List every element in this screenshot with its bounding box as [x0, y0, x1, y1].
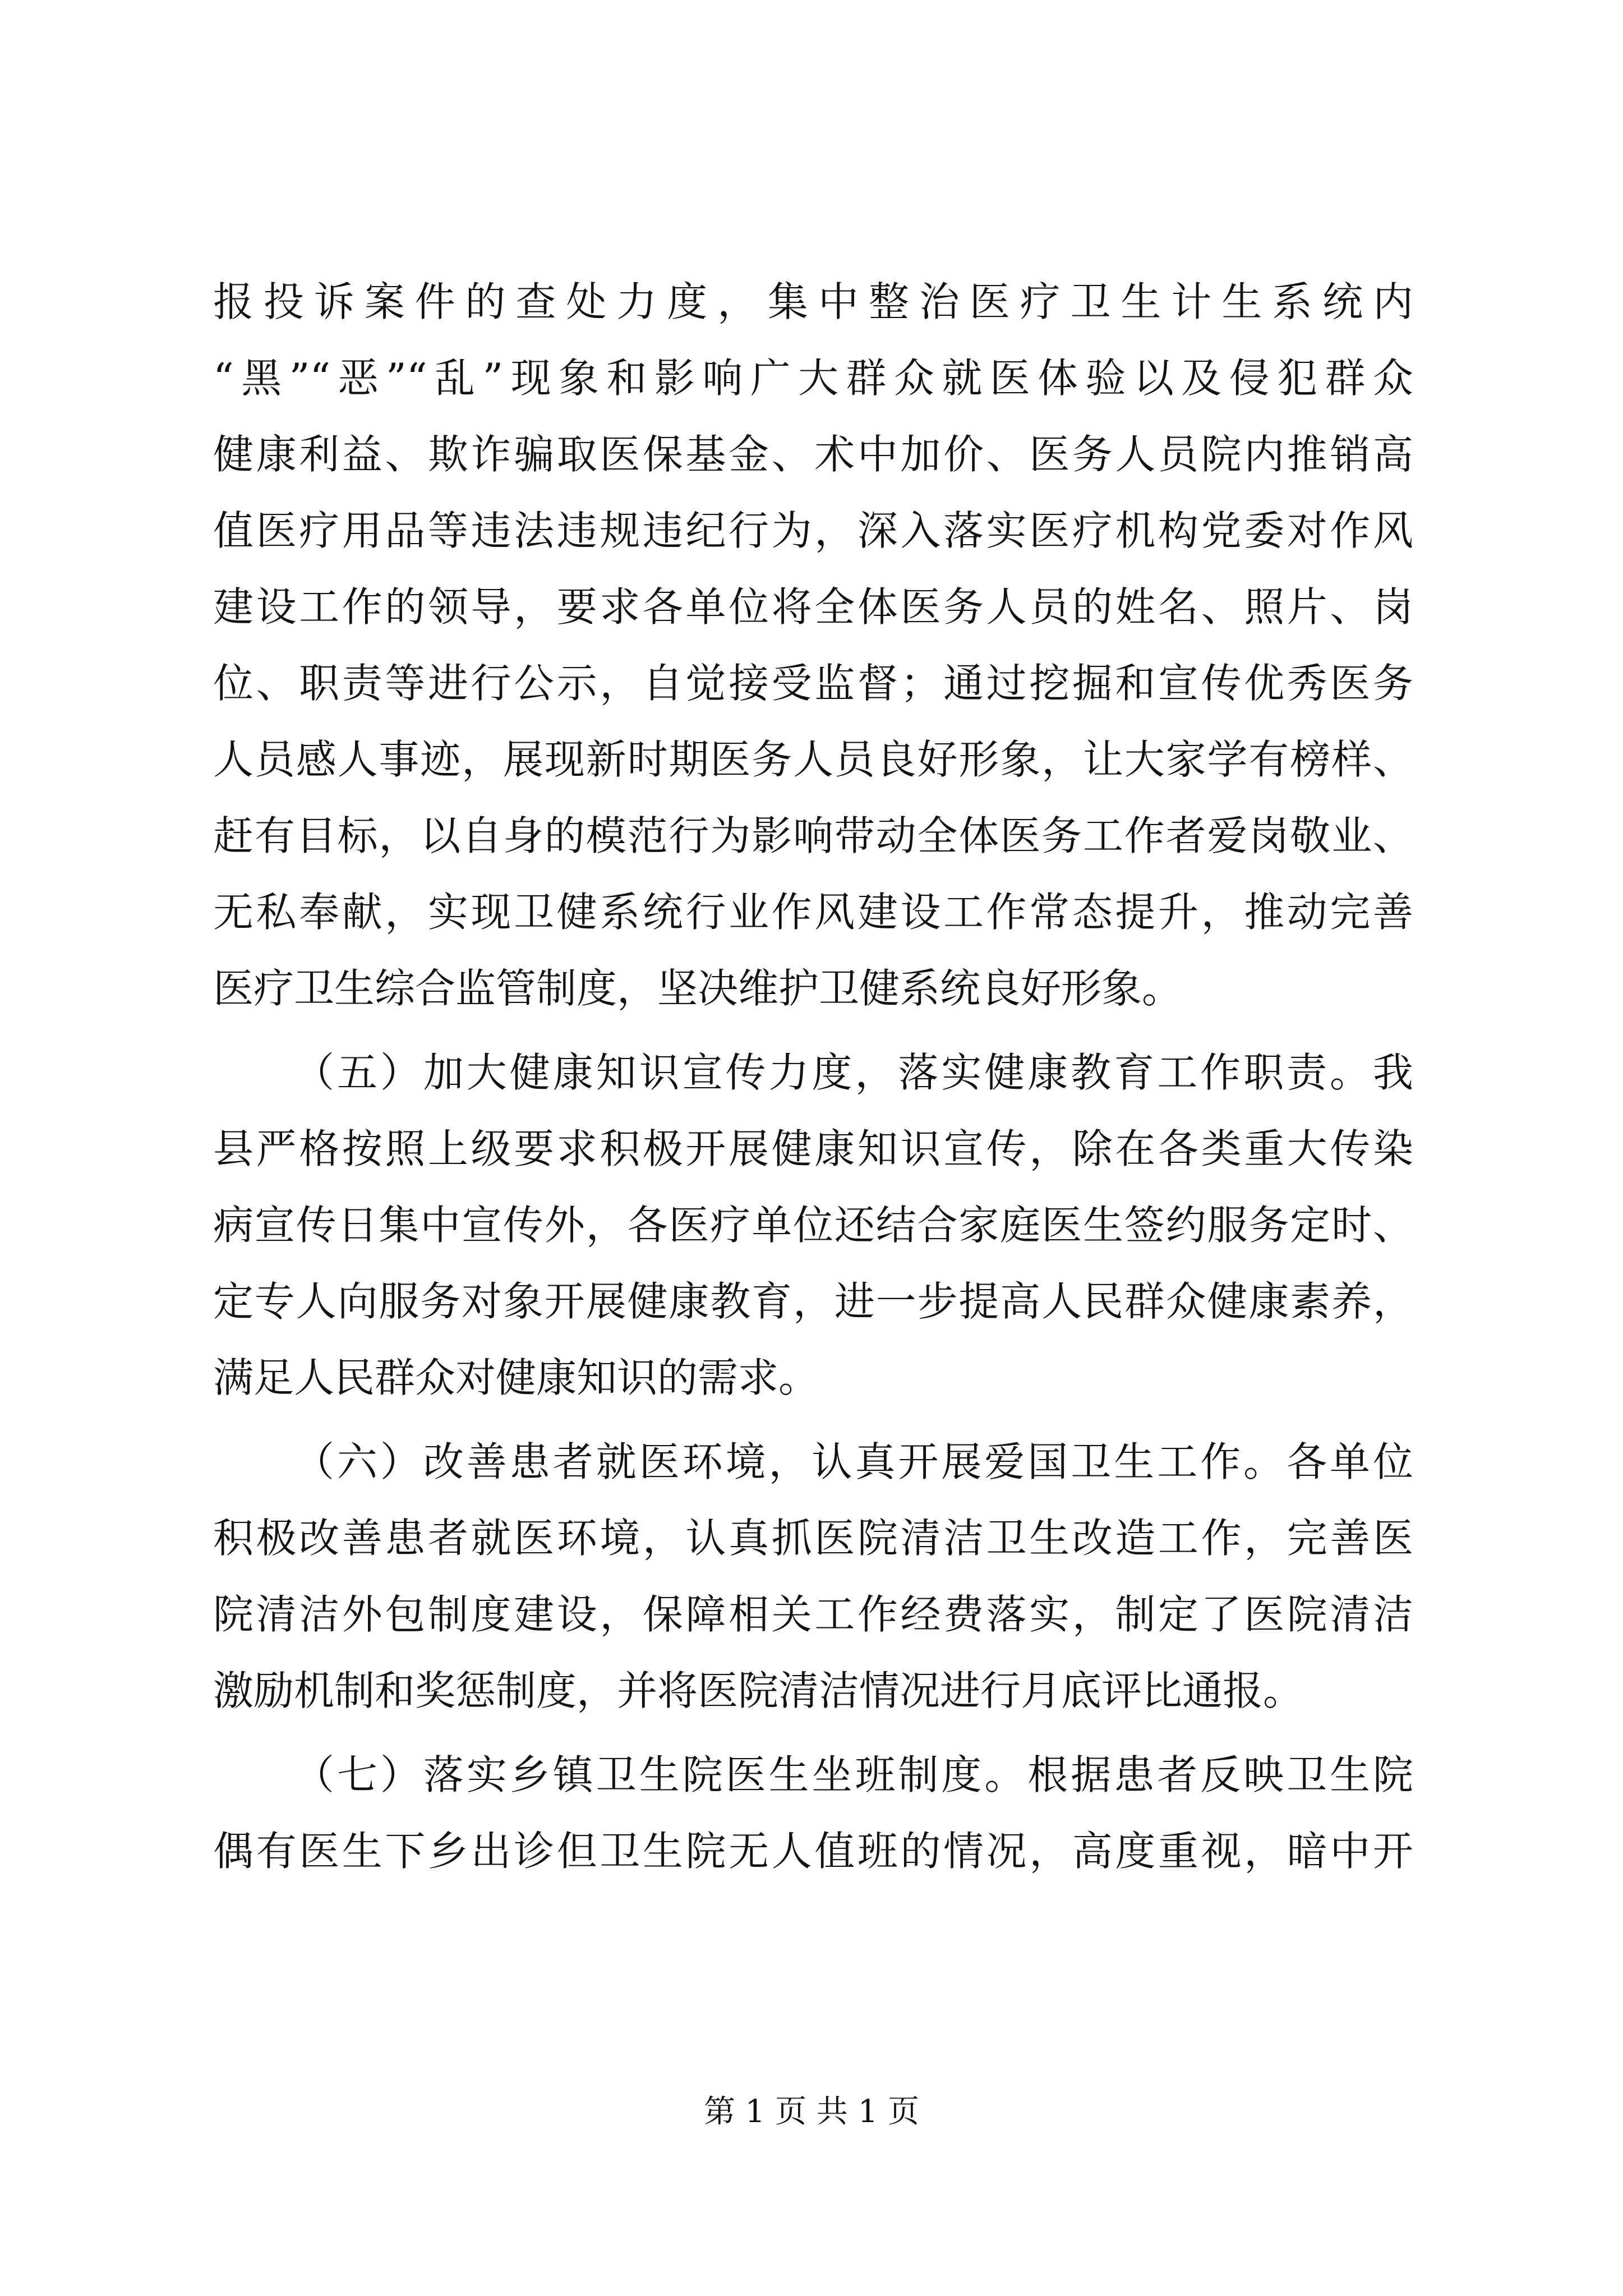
text-line: 健康利益、欺诈骗取医保基金、术中加价、医务人员院内推销高: [213, 431, 1413, 478]
text-line: 建设工作的领导，要求各单位将全体医务人员的姓名、照片、岗: [213, 583, 1413, 631]
text-line: 报投诉案件的查处力度，集中整治医疗卫生计生系统内: [213, 278, 1413, 325]
text-line: 病宣传日集中宣传外，各医疗单位还结合家庭医生签约服务定时、: [213, 1202, 1413, 1249]
text-line: 赶有目标，以自身的模范行为影响带动全体医务工作者爱岗敬业、: [213, 812, 1413, 859]
text-line: 积极改善患者就医环境，认真抓医院清洁卫生改造工作，完善医: [213, 1515, 1413, 1562]
paragraph-section-five: [213, 1034, 1413, 1416]
text-line: 满足人民群众对健康知识的需求。: [213, 1354, 819, 1401]
text-line: 医疗卫生综合监管制度，坚决维护卫健系统良好形象。: [213, 965, 1183, 1012]
paragraph-heading-line: （六）改善患者就医环境，认真开展爱国卫生工作。各单位: [294, 1438, 1413, 1485]
paragraph-continued: [213, 264, 1413, 1027]
page-footer: 第 1 页 共 1 页: [703, 2093, 920, 2130]
text-line: 激励机制和奖惩制度，并将医院清洁情况进行月底评比通报。: [213, 1667, 1304, 1714]
text-line: 人员感人事迹，展现新时期医务人员良好形象，让大家学有榜样、: [213, 736, 1413, 783]
paragraph-section-seven: [213, 1737, 1413, 1889]
text-line: 无私奉献，实现卫健系统行业作风建设工作常态提升，推动完善: [213, 889, 1413, 936]
paragraph-heading-line: （五）加大健康知识宣传力度，落实健康教育工作职责。我: [294, 1049, 1413, 1096]
text-line: 偶有医生下乡出诊但卫生院无人值班的情况，高度重视，暗中开: [213, 1828, 1413, 1875]
text-line: 值医疗用品等违法违规违纪行为，深入落实医疗机构党委对作风: [213, 507, 1413, 554]
text-line: 院清洁外包制度建设，保障相关工作经费落实，制定了医院清洁: [213, 1591, 1413, 1638]
document-body: [213, 264, 1413, 1889]
text-line: 县严格按照上级要求积极开展健康知识宣传，除在各类重大传染: [213, 1125, 1413, 1172]
text-line: “黑”“恶”“乱”现象和影响广大群众就医体验以及侵犯群众: [213, 355, 1413, 402]
paragraph-heading-line: （七）落实乡镇卫生院医生坐班制度。根据患者反映卫生院: [294, 1751, 1413, 1798]
text-line: 定专人向服务对象开展健康教育，进一步提高人民群众健康素养，: [213, 1278, 1413, 1325]
paragraph-section-six: [213, 1424, 1413, 1729]
text-line: 位、职责等进行公示，自觉接受监督；通过挖掘和宣传优秀医务: [213, 660, 1413, 707]
